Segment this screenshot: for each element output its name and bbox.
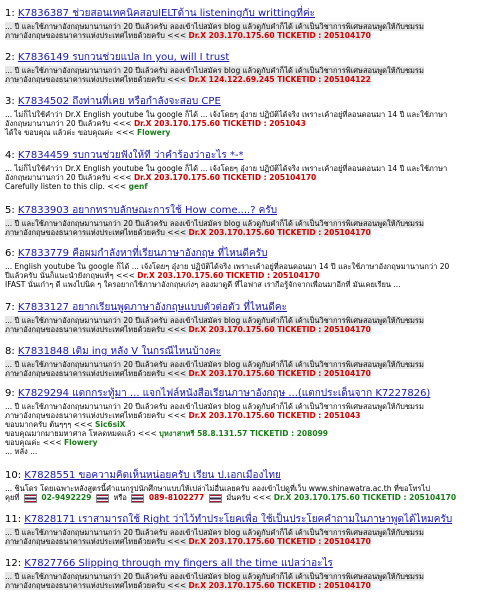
result-snippet-line <box>5 438 98 447</box>
result-snippet-line <box>5 360 424 369</box>
result-item <box>0 248 483 298</box>
result-link[interactable]: K7836149 รบกวนช่วยแปล In you, will I trust <box>17 52 230 63</box>
snippet-text: ... ปี และใช้ภาษาอังกฤษมานานกว่า 20 ปีแล้วครับ ลองเข้าไปสมัคร blog แล้วดูกับคำก็ได้ เค้าเป็นวิชาการพิเศษสอนพูดให้กับชมรม <box>5 66 424 75</box>
result-snippet-line <box>5 572 424 581</box>
result-link[interactable]: K7831848 เติม ing หลัง V ในกรณีไหนบ้างคะ <box>17 346 222 357</box>
snippet-text: ภาษาอังกฤษของธนาคารแห่งประเทศไทยด้วยครับ <box>5 75 168 84</box>
snippet-text: อังกฤษมานานกว่า 20 ปีแล้วครับ <box>5 119 113 128</box>
result-link[interactable]: K7836387 ช่วยสอนเทคนิคสอบIELTด้าน listeningกับ writtingที่ค่ะ <box>17 8 316 19</box>
author-signature: Dr.X 203.170.175.60 TICKETID : 205104170 <box>188 369 371 378</box>
snippet-text: ... ไม่ก็ไปใช้คำว่า Dr.X English youtube ใน google ก็ได้ ... เจ้งโดยๆ อุ๋งาย ปฏิบัติได้จริง เพราะเค้าอยู่ที่ลอนดอนมา 14 ปี และใช้ภาษา <box>5 164 448 173</box>
result-number: 1: <box>5 8 18 19</box>
snippet-text: ... ไม่ก็ไปใช้คำว่า Dr.X English youtube ใน google ก็ได้ ... เจ้งโดยๆ อุ๋งาย ปฏิบัติได้จริง เพราะเค้าอยู่ที่ลอนดอนมา 14 ปี และใช้ภาษา <box>5 110 448 119</box>
snippet-text: <<< <box>116 271 138 280</box>
snippet-text: <<< <box>167 228 189 237</box>
author-signature: Dr.X 203.170.175.60 TICKETID : 205104170 <box>188 537 371 546</box>
result-link[interactable]: K7833903 อยากทราบลักษณะการใช้ How come....? ครับ <box>17 205 278 216</box>
result-title <box>5 302 287 314</box>
result-number: 10: <box>5 470 25 481</box>
result-snippet-line <box>5 110 447 119</box>
snippet-text: <<< <box>252 493 274 502</box>
result-snippet-line <box>5 493 456 503</box>
result-number: 6: <box>5 248 18 259</box>
author-signature: Flowery <box>136 128 171 137</box>
author-signature: Flowery <box>64 438 98 447</box>
snippet-text: ภาษาอังกฤษของธนาคารแห่งประเทศไทยด้วยครับ <box>5 31 168 40</box>
result-title <box>5 558 333 570</box>
snippet-text: ภาษาอังกฤษของธนาคารแห่งประเทศไทยด้วยครับ <box>5 581 168 590</box>
author-signature: Dr.X 203.170.175.60 TICKETID : 205104170 <box>188 325 371 334</box>
result-snippet-line <box>5 75 371 84</box>
result-snippet-line <box>5 271 320 280</box>
snippet-text: ภาษาอังกฤษของธนาคารแห่งประเทศไทยด้วยครับ <box>5 325 168 334</box>
result-snippet-line <box>5 262 449 271</box>
author-signature: 02-9492229 <box>38 493 95 502</box>
snippet-text: ... ปี และใช้ภาษาอังกฤษมานานกว่า 20 ปีแล้วครับ ลองเข้าไปสมัคร blog แล้วดูกับคำก็ได้ เค้าเป็นวิชาการพิเศษสอนพูดให้กับชมรม <box>5 402 424 411</box>
result-link[interactable]: K7834459 รบกวนช่วยฟังให้ที ว่าคำร้องว่าอะไร *-* <box>17 150 244 161</box>
thai-flag-icon <box>24 494 37 503</box>
result-title <box>5 205 277 217</box>
result-title <box>5 52 229 64</box>
result-snippet-line <box>5 447 37 456</box>
result-item <box>0 205 483 245</box>
author-signature: Dr.X 203.170.175.60 TICKETID : 2051043 <box>188 411 361 420</box>
author-signature: Dr.X 203.170.175.60 TICKETID : 205104170 <box>273 493 457 502</box>
author-signature: Dr.X 203.170.175.60 TICKETID : 2051043 <box>133 119 306 128</box>
result-snippet-line <box>5 228 371 237</box>
snippet-text: ขอบมากครับ ต้นๆๆๆ <box>5 420 74 429</box>
result-snippet-line <box>5 119 306 128</box>
result-number: 5: <box>5 205 18 216</box>
result-snippet-line <box>5 280 401 289</box>
result-snippet-line <box>5 31 371 40</box>
thai-flag-icon <box>131 494 144 503</box>
snippet-text: ปีแล้วครับ นั่นก็แนะนำยังกฤษแท้ๆ <box>5 271 116 280</box>
result-snippet-line <box>5 537 371 546</box>
result-link[interactable]: K7833127 อยากเรียนพูดภาษาอังกฤษแบบตัวต่อตัว ที่ไหนดีคะ <box>17 302 287 313</box>
snippet-text: ... ชินโดร โดยเฉพาะหลังสูตรนี้คำแนกรูปนักศึกษาแบบให้เปล่าไม่อื่นเลยครับ ลองเข้าไปดูที่เว็บ www.shinawatra.ac.th ที่ขอโทรไป <box>5 484 430 493</box>
snippet-text: Carefully listen to this clip. <box>5 182 108 191</box>
snippet-text: ขอบคุณค่ะ <box>5 438 43 447</box>
result-item <box>0 150 483 200</box>
result-snippet-line <box>5 528 424 537</box>
snippet-text: ... ปี และใช้ภาษาอังกฤษมานานกว่า 20 ปีแล้วครับ ลองเข้าไปสมัคร blog แล้วดูกับคำก็ได้ เค้าเป็นวิชาการพิเศษสอนพูดให้กับชมรม <box>5 219 424 228</box>
snippet-text: มั่นครับ <box>223 493 253 502</box>
snippet-text: <<< <box>167 31 189 40</box>
result-snippet-line <box>5 66 424 75</box>
snippet-text: <<< <box>112 119 134 128</box>
result-snippet-line <box>5 411 360 420</box>
result-number: 2: <box>5 52 18 63</box>
result-title <box>5 388 430 400</box>
author-signature: Dr.X 203.170.175.60 TICKETID : 205104170 <box>137 271 320 280</box>
result-number: 12: <box>5 558 25 569</box>
snippet-text: <<< <box>42 438 65 447</box>
snippet-text: อังกฤษมานานกว่า 20 ปีแล้วครับ <box>5 173 113 182</box>
result-link[interactable]: K7828171 เราสามารถใช้ Right ว่าไว้ทำประโยคเพื่อ ใช้เป็นประโยคคำถามในภาษาพูดได้ไหมครับ <box>24 514 453 525</box>
snippet-text: <<< <box>137 429 160 438</box>
snippet-text: หรือ <box>111 493 130 502</box>
author-signature: Dr.X 203.170.175.60 TICKETID : 205104170 <box>188 228 371 237</box>
snippet-text: ภาษาอังกฤษของธนาคารแห่งประเทศไทยด้วยครับ <box>5 228 168 237</box>
result-item <box>0 346 483 386</box>
snippet-text: ... ปี และใช้ภาษาอังกฤษมานานกว่า 20 ปีแล้วครับ ลองเข้าไปสมัคร blog แล้วดูกับคำก็ได้ เค้าเป็นวิชาการพิเศษสอนพูดให้กับชมรม <box>5 572 424 581</box>
result-snippet-line <box>5 484 430 493</box>
result-title <box>5 8 315 20</box>
result-snippet-line <box>5 316 424 325</box>
snippet-text: คุยที่ <box>5 493 22 502</box>
result-item <box>0 8 483 48</box>
snippet-text: ได้ใจ ขอบคุณ แล้วค่ะ ขอบคุณค่ะ <box>5 128 116 137</box>
result-title <box>5 346 221 358</box>
result-snippet-line <box>5 429 328 438</box>
result-snippet-line <box>5 581 371 590</box>
result-link[interactable]: K7834502 ถึงท่านที่เคย หรือกำลังจะสอบ CPE <box>17 96 221 107</box>
result-snippet-line <box>5 402 424 411</box>
snippet-text: IFAST นั่นเก๋าๆ ดี แพงไปนิด ๆ ใครอยากใช้ภาษาอังกฤษเก่งๆ ลองมาดูดี ที่ไอฟาส เรากีอรู้จักจากเพื่อนมาอีกที่ มันเคยเรียน ... <box>5 280 401 289</box>
snippet-text: <<< <box>115 128 137 137</box>
author-signature: 089-8102277 <box>146 493 207 502</box>
author-signature: Dr.X 124.122.69.245 TICKETID : 205104122 <box>188 75 371 84</box>
snippet-text: <<< <box>167 581 189 590</box>
result-number: 8: <box>5 346 18 357</box>
result-snippet-line <box>5 173 316 182</box>
result-title <box>5 96 221 108</box>
result-title <box>5 514 452 526</box>
result-item <box>0 52 483 92</box>
result-snippet-line <box>5 22 424 31</box>
result-item <box>0 388 483 466</box>
result-snippet-line <box>5 182 148 191</box>
author-signature: Dr.X 203.170.175.60 TICKETID : 205104170 <box>188 581 371 590</box>
result-link[interactable]: K7833779 คือผมกำลังหาที่เรียนภาษาอังกฤษ ที่ไหนดีครับ <box>17 248 268 259</box>
result-link[interactable]: K7828551 ขอความคิดเห็นหน่อยครับ เรียน ป.เอกเมืองไทย <box>24 470 281 481</box>
result-snippet-line <box>5 164 447 173</box>
snippet-text: ... English youtube ใน google ก็ได้ ... เจ้งโดยๆ อุ๋งาย ปฏิบัติได้จริง เพราะเค้าอยู่ที่ลอนดอนมา 14 ปี และใช้ภาษาอังกฤษมานานกว่า 20 <box>5 262 450 271</box>
snippet-text: <<< <box>107 182 129 191</box>
result-snippet-line <box>5 128 170 137</box>
result-number: 4: <box>5 150 18 161</box>
result-item <box>0 96 483 146</box>
result-item <box>0 514 483 554</box>
result-snippet-line <box>5 369 371 378</box>
snippet-text: ... หลัง ... <box>5 447 38 456</box>
thai-flag-icon <box>96 494 109 503</box>
author-signature: Dr.X 203.170.175.60 TICKETID : 205104170 <box>133 173 317 182</box>
result-number: 7: <box>5 302 18 313</box>
snippet-text: ... ปี และใช้ภาษาอังกฤษมานานกว่า 20 ปีแล้วครับ ลองเข้าไปสมัคร blog แล้วดูกับคำก็ได้ เค้าเป็นวิชาการพิเศษสอนพูดให้กับชมรม <box>5 528 424 537</box>
snippet-text: ขอบคุณมากมายมหาศาล โหลดหมดแล้ว <box>5 429 138 438</box>
snippet-text: <<< <box>167 75 189 84</box>
snippet-text: <<< <box>167 411 189 420</box>
author-signature: บุหงาสาหรี 58.8.131.57 TICKETID : 208099 <box>159 429 329 438</box>
author-signature: Dr.X 203.170.175.60 TICKETID : 205104170 <box>188 31 371 40</box>
result-snippet-line <box>5 219 424 228</box>
snippet-text: ... ปี และใช้ภาษาอังกฤษมานานกว่า 20 ปีแล้วครับ ลองเข้าไปสมัคร blog แล้วดูกับคำก็ได้ เค้าเป็นวิชาการพิเศษสอนพูดให้กับชมรม <box>5 360 424 369</box>
thai-flag-icon <box>209 494 222 503</box>
result-item <box>0 470 483 510</box>
result-title <box>5 150 243 162</box>
result-link[interactable]: K7827766 Slipping through my fingers all the time แปลว่าอะไร <box>24 558 333 569</box>
snippet-text: ภาษาอังกฤษของธนาคารแห่งประเทศไทยด้วยครับ <box>5 411 168 420</box>
result-link[interactable]: K7829294 แตกกระทู้มา ... แจกไฟล์หนังสือเรียนภาษาอังกฤษ ...(แตกประเด็นจาก K7227826) <box>17 388 431 399</box>
result-title <box>5 470 281 482</box>
snippet-text: ... ปี และใช้ภาษาอังกฤษมานานกว่า 20 ปีแล้วครับ ลองเข้าไปสมัคร blog แล้วดูกับคำก็ได้ เค้าเป็นวิชาการพิเศษสอนพูดให้กับชมรม <box>5 22 424 31</box>
result-snippet-line <box>5 325 371 334</box>
result-number: 3: <box>5 96 18 107</box>
snippet-text: ภาษาอังกฤษของธนาคารแห่งประเทศไทยด้วยครับ <box>5 369 168 378</box>
result-item <box>0 302 483 342</box>
result-number: 11: <box>5 514 25 525</box>
result-item <box>0 558 483 600</box>
author-signature: Sic6siX <box>95 420 126 429</box>
result-snippet-line <box>5 420 125 429</box>
author-signature: genf <box>128 182 148 191</box>
snippet-text: <<< <box>167 537 189 546</box>
snippet-text: <<< <box>112 173 134 182</box>
result-number: 9: <box>5 388 18 399</box>
snippet-text: <<< <box>167 369 189 378</box>
result-title <box>5 248 267 260</box>
snippet-text: <<< <box>73 420 95 429</box>
snippet-text: <<< <box>167 325 189 334</box>
snippet-text: ... ปี และใช้ภาษาอังกฤษมานานกว่า 20 ปีแล้วครับ ลองเข้าไปสมัคร blog แล้วดูกับคำก็ได้ เค้าเป็นวิชาการพิเศษสอนพูดให้กับชมรม <box>5 316 424 325</box>
snippet-text: ภาษาอังกฤษของธนาคารแห่งประเทศไทยด้วยครับ <box>5 537 168 546</box>
